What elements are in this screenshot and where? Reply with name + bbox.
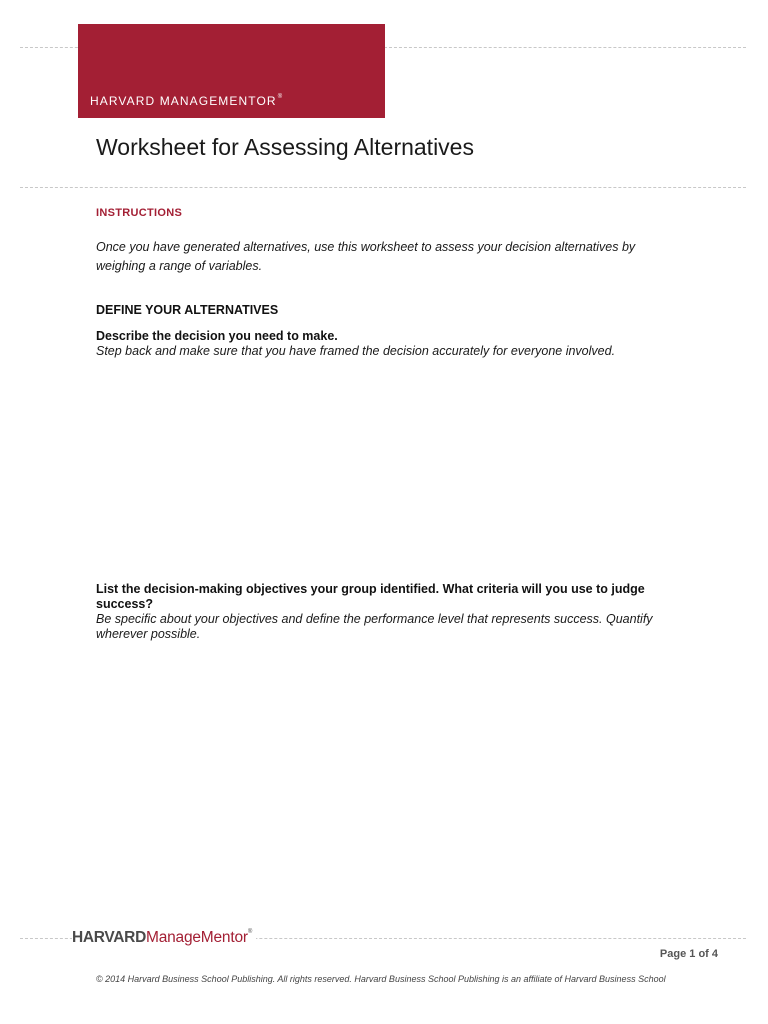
- instructions-text: Once you have generated alternatives, use this worksheet to assess your decision alternatives by weighing a range of variables.: [96, 240, 636, 273]
- answer-area-1[interactable]: [96, 370, 666, 560]
- brand-registered-mark: ®: [277, 94, 284, 100]
- question-block-2: [96, 582, 666, 642]
- brand-wordmark: [90, 94, 283, 108]
- question-title: List the decision-making objectives your group identified. What criteria will you use to judge success?: [96, 582, 645, 611]
- footer-logo: [72, 929, 256, 947]
- page-number: Page 1 of 4: [659, 948, 718, 960]
- footer-logo-managementor: ManageMentor: [145, 929, 248, 946]
- question-block-1: [96, 329, 666, 359]
- instructions-label: INSTRUCTIONS: [96, 207, 183, 219]
- question-title: Describe the decision you need to make.: [96, 329, 338, 343]
- page-title: Worksheet for Assessing Alternatives: [96, 134, 474, 160]
- footer-registered-mark: ®: [247, 929, 253, 935]
- question-hint: Step back and make sure that you have framed the decision accurately for everyone involved.: [96, 344, 616, 358]
- brand-banner: [78, 24, 385, 118]
- copyright-notice: © 2014 Harvard Business School Publishing. All rights reserved. Harvard Business School Publishing is an affiliate of Harvard Business School: [96, 974, 666, 984]
- section-heading: DEFINE YOUR ALTERNATIVES: [96, 303, 279, 317]
- footer-logo-harvard: HARVARD: [72, 929, 146, 946]
- header-bottom-rule: [20, 187, 746, 188]
- answer-area-2[interactable]: [96, 650, 666, 910]
- brand-name: HARVARD MANAGEMENTOR: [90, 94, 277, 108]
- question-hint: Be specific about your objectives and define the performance level that represents success. Quantify wherever possible.: [96, 612, 653, 641]
